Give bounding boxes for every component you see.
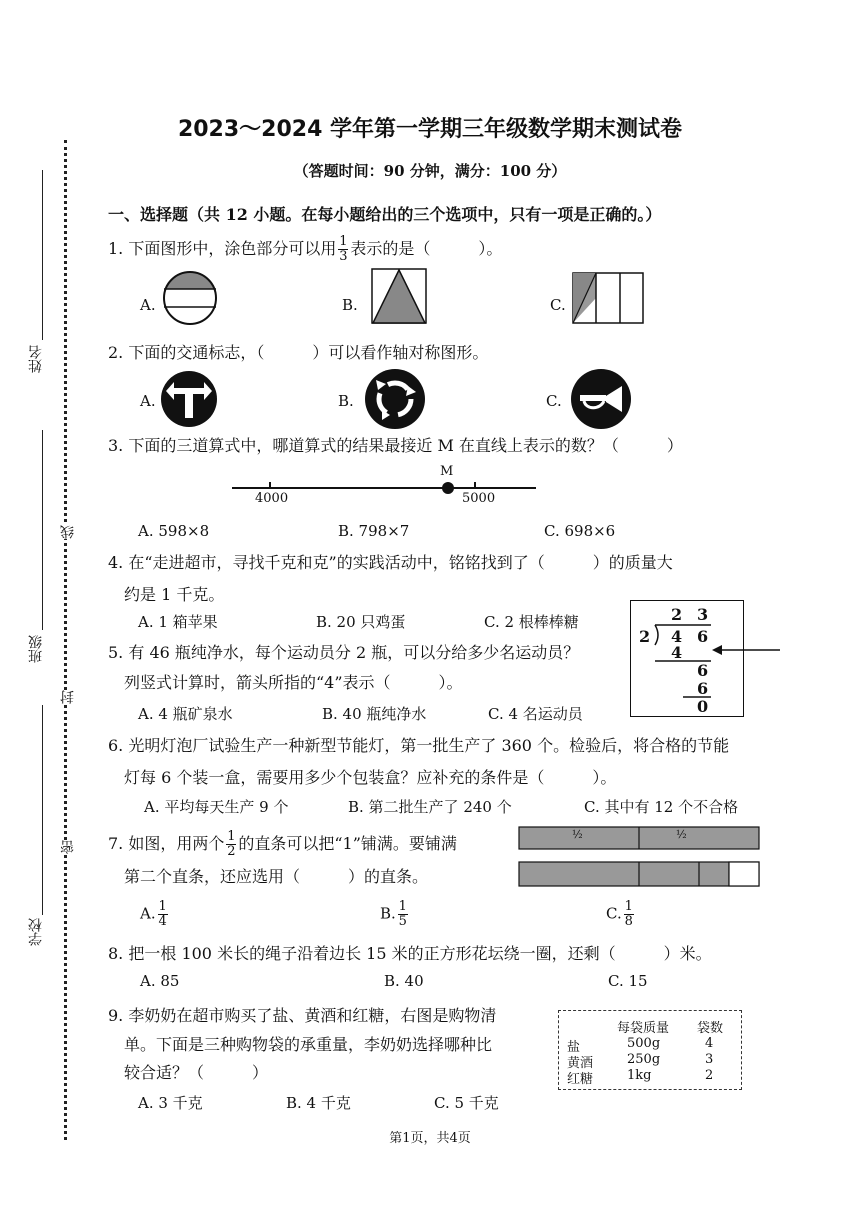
q9-shopping-list-table bbox=[558, 1010, 742, 1090]
question-9-line3: 较合适？（ ） bbox=[124, 1063, 269, 1082]
q7-option-c[interactable]: C. $\frac{1}{8}$ bbox=[606, 899, 633, 929]
q8-option-b[interactable]: B. 40 bbox=[384, 972, 424, 990]
q2-sign-roundabout-icon bbox=[364, 368, 426, 430]
q5-option-b[interactable]: B. 40 瓶纯净水 bbox=[322, 705, 427, 723]
q5-dividend-tens: 4 bbox=[671, 627, 683, 646]
q6-option-b[interactable]: B. 第二批生产了 240 个 bbox=[348, 798, 512, 816]
q9-header-weight: 每袋质量 bbox=[617, 1021, 670, 1036]
q7-bar-half-label-2: ½ bbox=[676, 828, 687, 841]
q8-option-a[interactable]: A. 85 bbox=[140, 972, 180, 990]
school-label: 学校 bbox=[28, 918, 44, 946]
class-blank-line bbox=[42, 430, 43, 630]
q1-option-c-label[interactable]: C. bbox=[550, 296, 566, 314]
q3-point-m-label: M bbox=[440, 464, 454, 479]
q7-option-b[interactable]: B. $\frac{1}{5}$ bbox=[380, 899, 407, 929]
q7-fraction: $\frac{1}{2}$ bbox=[227, 829, 236, 859]
q5-arrow-icon bbox=[712, 644, 782, 656]
name-label: 姓名 bbox=[28, 345, 44, 373]
q7-bar-figure bbox=[518, 826, 760, 888]
q5-product-2: 6 bbox=[697, 679, 709, 698]
q3-option-b[interactable]: B. 798×7 bbox=[338, 522, 410, 540]
q9-row-count: 3 bbox=[705, 1052, 714, 1067]
question-5-line2: 列竖式计算时，箭头所指的“4”表示（ ）。 bbox=[124, 673, 463, 692]
q1-text-post: 表示的是（ ）。 bbox=[350, 239, 503, 258]
q8-option-c[interactable]: C. 15 bbox=[608, 972, 648, 990]
question-1 bbox=[108, 235, 502, 264]
q5-long-division-box bbox=[630, 600, 744, 717]
q7-option-a[interactable]: A. $\frac{1}{4}$ bbox=[140, 899, 167, 929]
question-9-line2: 单。下面是三种购物袋的承重量，李奶奶选择哪种比 bbox=[124, 1035, 493, 1054]
q2-option-b-label[interactable]: B. bbox=[338, 392, 354, 410]
q5-remainder-1: 6 bbox=[697, 661, 709, 680]
question-7-line1 bbox=[108, 830, 457, 859]
q2-option-c-label[interactable]: C. bbox=[546, 392, 562, 410]
q5-quotient-ones: 3 bbox=[697, 605, 709, 624]
question-7-line2: 第二个直条，还应选用（ ）的直条。 bbox=[124, 867, 429, 886]
q6-option-c[interactable]: C. 其中有 12 个不合格 bbox=[584, 798, 739, 816]
q9-option-a[interactable]: A. 3 千克 bbox=[138, 1094, 203, 1112]
q5-division-lines bbox=[631, 601, 743, 716]
q9-row-weight: 250g bbox=[627, 1052, 661, 1067]
question-8: 8. 把一根 100 米长的绳子沿着边长 15 米的正方形花坛绕一圈，还剩（ ）米。 bbox=[108, 944, 712, 963]
q1-text-pre: 1. 下面图形中，涂色部分可以用 bbox=[108, 239, 337, 258]
q1-figure-circle bbox=[162, 270, 218, 326]
question-2: 2. 下面的交通标志，（ ）可以看作轴对称图形。 bbox=[108, 343, 489, 362]
q2-option-a-label[interactable]: A. bbox=[140, 392, 156, 410]
q9-row-weight: 1kg bbox=[627, 1068, 652, 1083]
section-heading: 一、选择题（共 12 小题。在每小题给出的三个选项中，只有一项是正确的。） bbox=[108, 205, 662, 224]
q9-row-count: 2 bbox=[705, 1068, 714, 1083]
q4-option-b[interactable]: B. 20 只鸡蛋 bbox=[316, 613, 406, 631]
q9-option-c[interactable]: C. 5 千克 bbox=[434, 1094, 499, 1112]
q9-option-b[interactable]: B. 4 千克 bbox=[286, 1094, 351, 1112]
q4-option-a[interactable]: A. 1 箱苹果 bbox=[138, 613, 218, 631]
question-3: 3. 下面的三道算式中，哪道算式的结果最接近 M 在直线上表示的数？（ ） bbox=[108, 436, 683, 455]
q5-quotient-tens: 2 bbox=[671, 605, 683, 624]
question-6-line1: 6. 光明灯泡厂试验生产一种新型节能灯，第一批生产了 360 个。检验后，将合格的节能 bbox=[108, 736, 730, 755]
binding-dotted-line bbox=[64, 140, 67, 1140]
q5-option-a[interactable]: A. 4 瓶矿泉水 bbox=[138, 705, 233, 723]
page-footer: 第1页，共4页 bbox=[389, 1131, 471, 1146]
q7-text-post: 的直条可以把“1”铺满。要铺满 bbox=[238, 834, 457, 853]
class-label: 班级 bbox=[28, 635, 44, 663]
question-9-line1: 9. 李奶奶在超市购买了盐、黄酒和红糖，右图是购物清 bbox=[108, 1006, 497, 1025]
q2-sign-horn-icon bbox=[570, 368, 632, 430]
name-blank-line bbox=[42, 170, 43, 340]
q9-row-name: 盐 bbox=[567, 1040, 581, 1055]
question-5-line1: 5. 有 46 瓶纯净水，每个运动员分 2 瓶，可以分给多少名运动员？ bbox=[108, 643, 580, 662]
q5-remainder-2: 0 bbox=[697, 697, 709, 716]
q9-row-weight: 500g bbox=[627, 1036, 661, 1051]
q5-dividend-ones: 6 bbox=[697, 627, 709, 646]
q1-option-b-label[interactable]: B. bbox=[342, 296, 358, 314]
q4-option-c[interactable]: C. 2 根棒棒糖 bbox=[484, 613, 579, 631]
question-4-line2: 约是 1 千克。 bbox=[124, 585, 225, 604]
mi-label: 密 bbox=[60, 840, 76, 854]
q3-tick-4000: 4000 bbox=[255, 491, 289, 506]
school-blank-line bbox=[42, 705, 43, 915]
q3-option-a[interactable]: A. 598×8 bbox=[138, 522, 210, 540]
feng-label: 封 bbox=[60, 690, 76, 704]
q5-option-c[interactable]: C. 4 名运动员 bbox=[488, 705, 583, 723]
q5-product-1: 4 bbox=[671, 643, 683, 662]
q1-fraction: $\frac{1}{3}$ bbox=[339, 234, 348, 264]
page-subtitle: （答题时间：90 分钟，满分：100 分） bbox=[293, 162, 567, 180]
q5-divisor: 2 bbox=[639, 627, 651, 646]
q7-text-pre: 7. 如图，用两个 bbox=[108, 834, 225, 853]
page-title: 2023～2024 学年第一学期三年级数学期末测试卷 bbox=[177, 117, 683, 142]
q9-row-name: 红糖 bbox=[567, 1072, 594, 1087]
q1-figure-rectangle-thirds bbox=[572, 272, 644, 324]
q1-figure-square-triangle bbox=[371, 268, 427, 324]
q7-bar-half-label-1: ½ bbox=[572, 828, 583, 841]
question-6-line2: 灯每 6 个装一盒，需要用多少个包装盒？应补充的条件是（ ）。 bbox=[124, 768, 617, 787]
q9-row-count: 4 bbox=[705, 1036, 714, 1051]
q2-sign-left-right-turn-icon bbox=[160, 370, 218, 428]
q3-tick-5000: 5000 bbox=[462, 491, 496, 506]
q1-option-a-label[interactable]: A. bbox=[140, 296, 156, 314]
xian-label: 线 bbox=[60, 525, 76, 539]
q3-option-c[interactable]: C. 698×6 bbox=[544, 522, 616, 540]
q9-row-name: 黄酒 bbox=[567, 1056, 594, 1071]
question-4-line1: 4. 在“走进超市，寻找千克和克”的实践活动中，铭铭找到了（ ）的质量大 bbox=[108, 553, 673, 572]
q9-header-count: 袋数 bbox=[697, 1021, 724, 1036]
q6-option-a[interactable]: A. 平均每天生产 9 个 bbox=[144, 798, 289, 816]
